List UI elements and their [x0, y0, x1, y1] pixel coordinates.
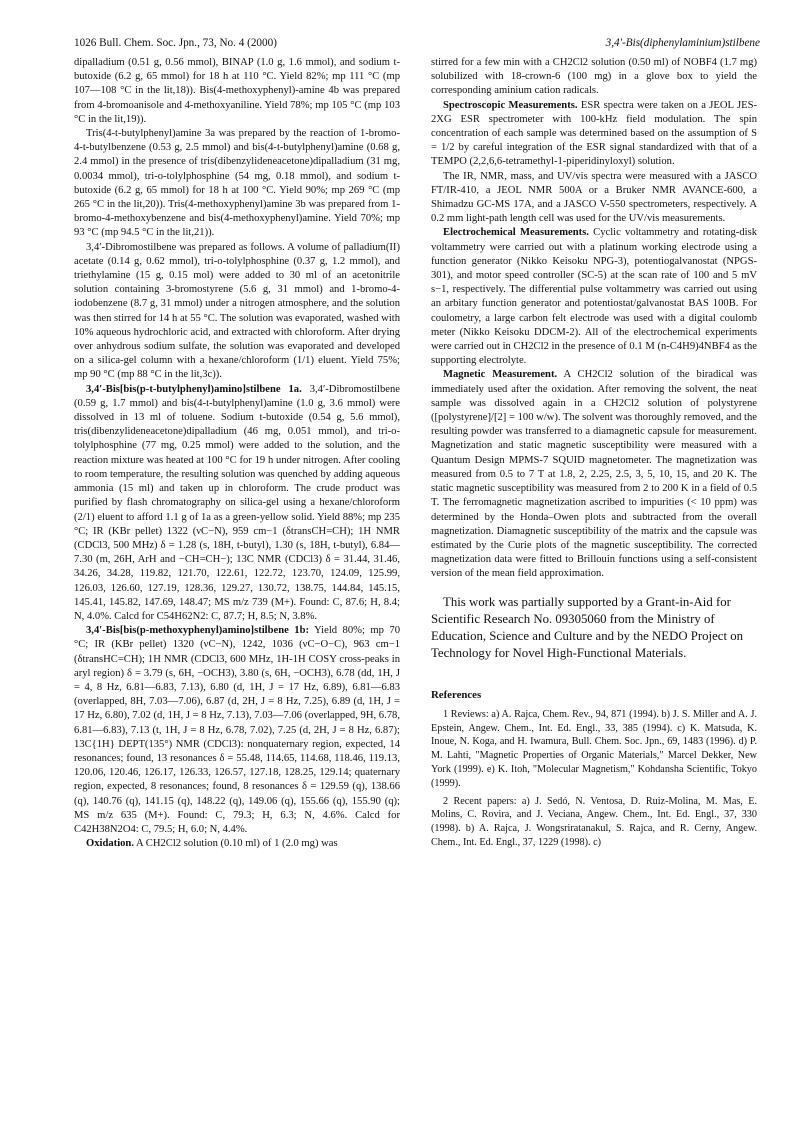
paragraph: [74, 383, 400, 624]
reference-item: 2 Recent papers: a) J. Sedó, N. Ventosa, D. Ruiz-Molina, M. Mas, E. Molins, C. Rovira, and J. Veciana, Angew. Chem., Int. Ed. Engl., 37, 330 (1998). b) A. Rajca, J. Wongsriratanakul, S. Rajca, and R. Cerny, Angew. Chem., Int. Ed. Engl., 37, 1229 (1998). c): [431, 795, 757, 848]
paragraph: [431, 226, 757, 368]
paragraph-body: Tris(4-t-butylphenyl)amine 3a was prepared by the reaction of 1-bromo-4-t-butylbenzene (0.53 g, 2.5 mmol) and bis(4-t-butylphenyl)amine (0.68 g, 2.4 mmol) in the presence of tris(dibenzylideneacetone)dipalladium (31 mg, 0.0034 mmol), tri-o-tolylphosphine (54 mg, 0.18 mmol), and sodium t-butoxide (6.2 g, 65 mmol) for 18 h at 100 °C. Yield 90%; mp 269 °C (mp 265 °C in the lit,20)). Tris(4-methoxyphenyl)amine 3b was prepared from 1-bromo-4-methoxybenzene and bis(4-methoxyphenyl)amine. Yield 70%; mp 93 °C (mp 94.5 °C in the lit,21)).: [74, 128, 400, 239]
acknowledgment: This work was partially supported by a Grant-in-Aid for Scientific Research No. 09305060 from the Ministry of Education, Science and Culture and by the NEDO Project on Technology for Novel High-Functional Materials.: [431, 594, 744, 660]
reference-item: 1 Reviews: a) A. Rajca, Chem. Rev., 94, 871 (1994). b) J. S. Miller and A. J. Epstein, Angew. Chem., Int. Ed. Engl., 33, 385 (1994). c) K. Matsuda, K. Inoue, N. Koga, and H. Iwamura, Bull. Chem. Soc. Jpn., 69, 1483 (1996). d) P. M. Lahti, "Magnetic Properties of Organic Materials," Marcel Dekker, New York (1999). e) K. Itoh, "Molecular Magnetism," Kohdansha Scientific, Tokyo (1999).: [431, 708, 757, 789]
compound-heading-1b: 3,4′-Bis[bis(p-methoxyphenyl)amino]stilbene 1b:: [86, 625, 310, 637]
paragraph-body: ESR spectra were taken on a JEOL JES-2XG ESR spectrometer with 100-kHz field modulation. The spin concentration of each sample was determined based on the assumption of S = 1/2 by careful integration of the ESR signal standardized with that of a TEMPO (2,2,6,6-tetramethyl-1-piperidinyloxyl) solution.: [431, 99, 757, 168]
paragraph: [74, 127, 400, 241]
paragraph-body: The IR, NMR, mass, and UV/vis spectra were measured with a JASCO FT/IR-410, a JEOL NMR 500A or a Bruker NMR AVANCE-600, a Shimadzu GC-MS 17A, and a JASCO V-550 spectrometers, respectively. A 0.2 mm light-path length cell was used for the UV/vis measurements.: [431, 170, 757, 225]
left-text-column: [74, 56, 400, 851]
paragraph: [74, 837, 400, 851]
paragraph: [74, 56, 400, 127]
section-heading-oxidation: Oxidation.: [86, 838, 134, 850]
references-heading: References: [431, 688, 482, 701]
section-heading-spectroscopic: Spectroscopic Measurements.: [443, 99, 578, 111]
compound-heading-1a: 3,4′-Bis[bis(p-t-butylphenyl)amino]stilbene 1a.: [86, 383, 302, 395]
running-header: [74, 36, 760, 52]
paragraph: [431, 170, 757, 227]
paragraph-body: stirred for a few min with a CH2Cl2 solution (0.50 ml) of NOBF4 (1.7 mg) solubilized with 18-crown-6 (100 mg) in a glove box to yield the corresponding aminium cation radicals.: [431, 57, 757, 97]
header-article-title: 3,4′-Bis(diphenylaminium)stilbene: [605, 37, 760, 49]
section-heading-electrochemical: Electrochemical Measurements.: [443, 227, 589, 239]
header-journal-citation: 1026 Bull. Chem. Soc. Jpn., 73, No. 4 (2000): [74, 37, 277, 49]
right-text-column: [431, 56, 757, 854]
paragraph-body: dipalladium (0.51 g, 0.56 mmol), BINAP (1.0 g, 1.6 mmol), and sodium t-butoxide (6.2 g, 65 mmol) for 18 h at 110 °C. Yield 82%; mp 111 °C (mp 107—108 °C in the lit,18)). Bis(4-methoxyphenyl)-amine 4b was prepared from 4-bromoanisole and 4-methoxyaniline. Yield 78%; mp 105 °C (mp 103 °C in the lit,19)).: [74, 57, 400, 125]
paragraph: [74, 624, 400, 837]
paragraph: [431, 368, 757, 581]
paragraph-body: Cyclic voltammetry and rotating-disk voltammetry were carried out with a platinum working electrode using a function generator (Nikko Keisoku NPG-3), potentiogalvanostat (NPGS-301), and motor speed controller (SC-5) at the scan rate of 100 and 5 mV s−1, respectively. The differential pulse voltammetry was carried out using an arbitary function generator and potentiostat/galvanostat BAS 100B. For coulometry, a large carbon felt electrode was used with a digital coulomb meter (Nikko Keisoku DDCM-2). All of the electrochemical experiments were carried out in CH2Cl2 in the presence of 0.1 M (n-C4H9)4NBF4 as the supporting electrolyte.: [431, 227, 757, 367]
paragraph-body: 3,4′-Dibromostilbene was prepared as follows. A volume of palladium(II) acetate (0.14 g, 0.62 mmol), tri-o-tolylphosphine (0.37 g, 1.2 mmol), and triethylamine (15 g, 0.15 mol) were added to 30 ml of an acetonitrile solution containing 3-bromostyrene (5.6 g, 31 mmol) and 1-bromo-4-iodobenzene (8.7 g, 31 mmol) under a nitrogen atmosphere, and the solution was then stirred for 14 h at 55 °C. The solution was evaporated, washed with 10% aqueous hydrochloric acid, and extracted with chloroform. After drying over anhydrous sodium sulfate, the solution was evaporated and developed on a silica-gel column with a hexane/chloroform (1/1) eluent. Yield 75%; mp 90 °C (mp 88 °C in the lit,3c)).: [74, 241, 400, 381]
section-heading-magnetic: Magnetic Measurement.: [443, 369, 558, 381]
paragraph: [431, 99, 757, 170]
paragraph-body: Yield 80%; mp 70 °C; IR (KBr pellet) 1320 (νC−N), 1242, 1036 (νC−O−C), 963 cm−1 (δtransHC=CH); 1H NMR (CDCl3, 600 MHz, 1H-1H COSY cross-peaks in aryl region) δ = 3.79 (s, 6H, −OCH3), 3.80 (s, 6H, −OCH3), 6.78 (dd, 1H, J = 4, 8 Hz, 6.81—6.83, 7.13), 6.80 (d, 1H, J = 17 Hz, 6.89), 6.81—6.83 (overlapped, 8H, 7.03—7.06), 6.87 (d, 2H, J = 8 Hz, 7.25), 6.89 (d, 1H, J = 17 Hz, 6.80), 7.02 (d, 1H, J = 8 Hz, 7.13), 7.03—7.06 (overlapped, 9H, 6.78, 6.81—6.83), 7.13 (t, 1H, J = 8 Hz, 6.78, 7.02), 7.25 (d, 2H, J = 8 Hz, 6.87); 13C{1H} DEPT(135°) NMR (CDCl3): nonquaternary region, expected, 14 resonances; found, 13 resonances δ = 55.48, 114.65, 114.68, 118.46, 119.13, 120.06, 120.46, 126.17, 126.33, 126.57, 127.18, 128.25, 129.14; quaternary region, expected, 8 resonances; found, 8 resonances δ = 129.59 (q), 138.66 (q), 140.76 (q), 141.15 (q), 148.22 (q), 149.06 (q), 155.66 (q), 155.90 (q); MS m/z 635 (M+). Found: C, 79.3; H, 6.3; N, 4.6%. Calcd for C42H38N2O4: C, 79.5; H, 6.0; N, 4.4%.: [74, 625, 400, 835]
paragraph-body: A CH2Cl2 solution (0.10 ml) of 1 (2.0 mg) was: [133, 838, 338, 850]
paragraph: [431, 56, 757, 99]
paragraph-body: A CH2Cl2 solution of the biradical was immediately used after the oxidation. After removing the solvent, the neat sample was dissolved again in a CH2Cl2 solution of polystyrene ([polystyrene]/[2] = 100 w/w). The solvent was thoroughly removed, and the resulting powder was transferred to a diamagnetic capsule for measurement. Magnetization and static magnetic susceptibility were measured with a Quantum Design MPMS-7 SQUID magnetometer. The magnetization was measured from 0.5 to 7 T at 1.8, 2, 2.25, 2.5, 3, 5, 10, 15, and 20 K. The static magnetic susceptibility was measured from 2 to 200 K in a field of 0.5 T. The ferromagnetic magnetization ascribed to impurities (< 10 ppm) was determined by the Honda–Owen plots and subtracted from the overall magnetization. Diamagnetic susceptibility of the matrix and the capsule was estimated by the Curie plots of the magnetic susceptibility. The corrected magnetization data were fitted to Brillouin functions using a self-consistent version of the mean field approximation.: [431, 369, 758, 580]
paragraph: [74, 241, 400, 383]
paragraph-body: 3,4′-Dibromostilbene (0.59 g, 1.7 mmol) and bis(4-t-butylphenyl)amine (1.0 g, 3.6 mmol) were dissolved in 13 ml of toluene. Sodium t-butoxide (0.54 g, 5.6 mmol), tris(dibenzylideneacetone)dipalladium (46 mg, 0.051 mmol), and tri-o-tolylphosphine (77 mg, 0.25 mmol) were added to the solution, and the reaction mixture was heated at 100 °C for 19 h under nitrogen. After cooling to room temperature, the resulting solution was quenched by adding aqueous ammonia (15 ml) and taken up in chloroform. The crude product was purified by flash chromatography on silica-gel using a hexane/chloroform (2/1) eluent to afford 1.1 g of 1a as a green-yellow solid. Yield 88%; mp 235 °C; IR (KBr pellet) 1322 (νC−N), 959 cm−1 (δtransCH=CH); 1H NMR (CDCl3, 500 MHz) δ = 1.28 (s, 18H, t-butyl), 1.30 (s, 18H, t-butyl), 6.84—7.30 (m, 26H, ArH and −CH=CH−); 13C NMR (CDCl3) δ = 31.44, 31.46, 34.26, 34.28, 119.82, 121.70, 122.61, 122.72, 123.70, 124.09, 125.99, 126.03, 126.60, 127.19, 128.36, 129.27, 130.72, 138.75, 144.84, 145.15, 145.41, 145.82, 147.69, 148.47; MS m/z 739 (M+). Found: C, 87.6; H, 8.4; N, 4.0%. Calcd for C54H62N2: C, 87.7; H, 8.5; N, 3.8%.: [74, 383, 400, 622]
